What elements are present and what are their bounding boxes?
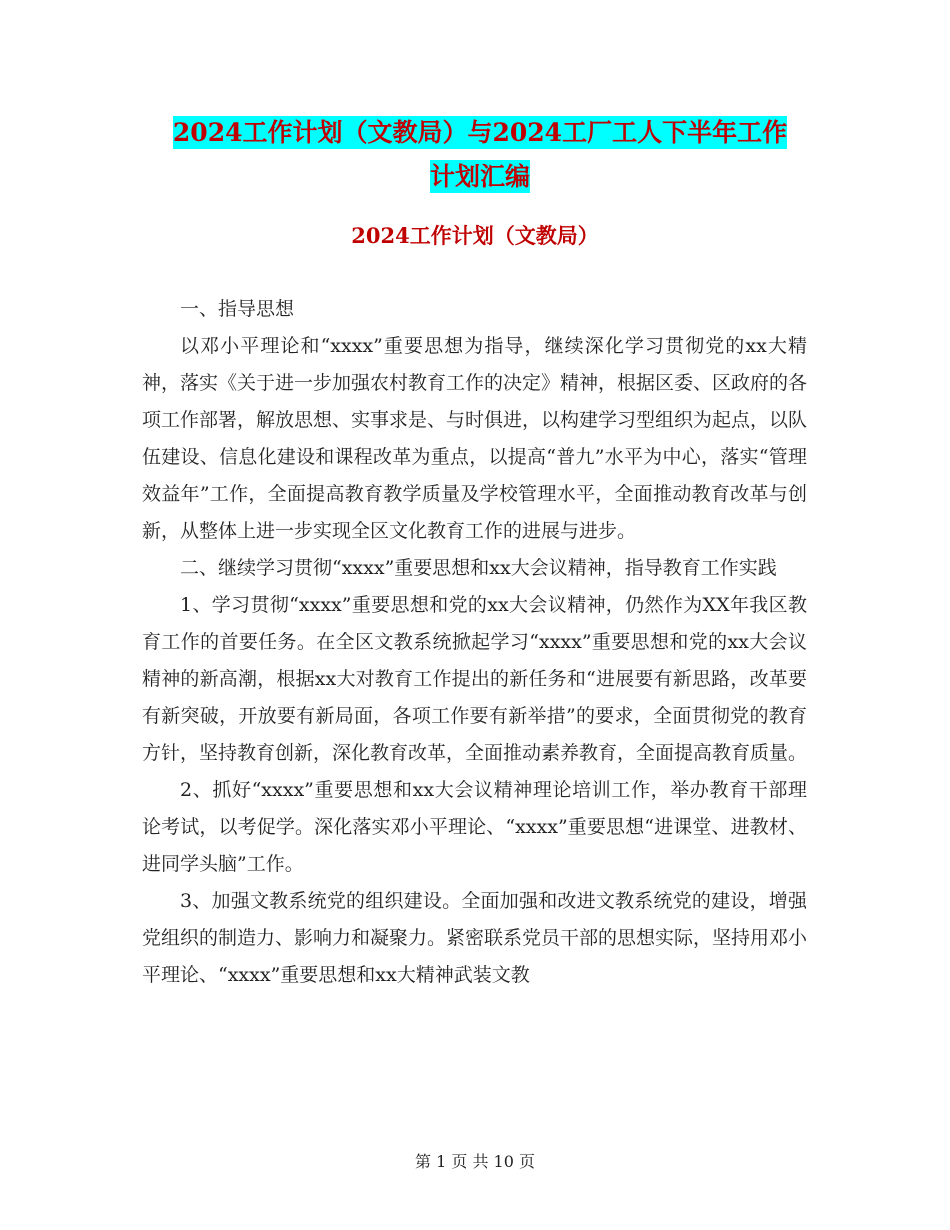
paragraph: 以邓小平理论和“xxxx”重要思想为指导，继续深化学习贯彻党的xx大精神，落实《关于进一步加强农村教育工作的决定》精神，根据区委、区政府的各项工作部署，解放思想、实事求是、与时俱进，以构建学习型组织为起点，以队伍建设、信息化建设和课程改革为重点，以提高“普九”水平为中心，落实“管理效益年”工作，全面提高教育教学质量及学校管理水平，全面推动教育改革与创新，从整体上进一步实现全区文化教育工作的进展与进步。 xyxy=(142,335,808,542)
document-title-line-2: 计划汇编 xyxy=(429,162,530,191)
paragraph: 2、抓好“xxxx”重要思想和xx大会议精神理论培训工作，举办教育干部理论考试，以考促学。深化落实邓小平理论、“xxxx”重要思想“进课堂、进教材、进同学头脑”工作。 xyxy=(142,779,807,875)
paragraph: 3、加强文教系统党的组织建设。全面加强和改进文教系统党的建设，增强党组织的制造力、影响力和凝聚力。紧密联系党员干部的思想实际，坚持用邓小平理论、“xxxx”重要思想和xx大精神武装文教 xyxy=(142,890,808,986)
document-body xyxy=(142,291,807,994)
paragraph: 一、指导思想 xyxy=(180,298,295,320)
section-title: 2024工作计划（文教局） xyxy=(351,223,599,248)
page-footer: 第 1 页 共 10 页 xyxy=(415,1152,535,1171)
paragraph: 1、学习贯彻“xxxx”重要思想和党的xx大会议精神，仍然作为XX年我区教育工作的首要任务。在全区文教系统掀起学习“xxxx”重要思想和党的xx大会议精神的新高潮，根据xx大对教育工作提出的新任务和“进展要有新思路，改革要有新突破，开放要有新局面，各项工作要有新举措”的要求，全面贯彻党的教育方针，坚持教育创新，深化教育改革，全面推动素养教育，全面提高教育质量。 xyxy=(142,594,808,764)
document-title-line-1: 2024工作计划（文教局）与2024工厂工人下半年工作 xyxy=(172,118,788,147)
paragraph: 二、继续学习贯彻“xxxx”重要思想和xx大会议精神，指导教育工作实践 xyxy=(180,557,777,579)
